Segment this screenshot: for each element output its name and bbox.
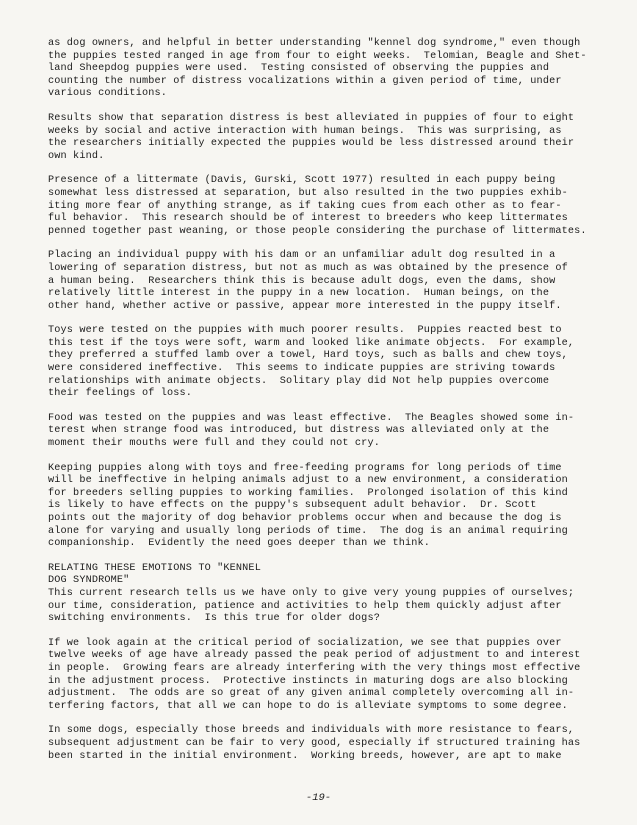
text-line: iting more fear of anything strange, as if taking cues from each other as to fear-: [48, 200, 562, 212]
heading-line: RELATING THESE EMOTIONS TO "KENNEL: [48, 562, 261, 574]
text-line: a human being. Researchers think this is because adult dogs, even the dams, show: [48, 275, 556, 287]
text-line: in the adjustment process. Protective instincts in maturing dogs are also blocking: [48, 675, 568, 687]
text-line: relatively little interest in the puppy in a new location. Human beings, on the: [48, 288, 550, 300]
text-line: subsequent adjustment can be fair to very good, especially if structured training has: [48, 737, 581, 749]
text-line: lowering of separation distress, but not as much as was obtained by the presence of: [48, 262, 568, 274]
text-line: switching environments. Is this true for older dogs?: [48, 613, 380, 625]
paragraph: [48, 175, 607, 238]
text-line: the puppies tested ranged in age from four to eight weeks. Telomian, Beagle and Shet-: [48, 50, 587, 62]
text-line: Food was tested on the puppies and was least effective. The Beagles showed some in-: [48, 412, 575, 424]
text-line: our time, consideration, patience and activities to help them quickly adjust after: [48, 600, 562, 612]
text-line: relationships with animate objects. Solitary play did Not help puppies overcome: [48, 375, 550, 387]
text-line: companionship. Evidently the need goes deeper than we think.: [48, 538, 431, 550]
section-heading: [48, 563, 607, 588]
text-line: other hand, whether active or passive, appear more interested in the puppy itself.: [48, 300, 562, 312]
text-line: is likely to have effects on the puppy's subsequent adult behavior. Dr. Scott: [48, 500, 537, 512]
paragraph: [48, 413, 607, 451]
paragraph: [48, 250, 607, 313]
text-line: been started in the initial environment. Working breeds, however, are apt to make: [48, 750, 562, 762]
text-line: terfering factors, that all we can hope to do is alleviate symptoms to some degree.: [48, 700, 568, 712]
text-line: alone for varying and usually long periods of time. The dog is an animal requiring: [48, 525, 568, 537]
paragraph: [48, 325, 607, 401]
text-line: somewhat less distressed at separation, but also resulted in the two puppies exhib-: [48, 187, 568, 199]
paragraph: [48, 588, 607, 626]
paragraph: [48, 638, 607, 714]
text-line: counting the number of distress vocalizations within a given period of time, under: [48, 75, 562, 87]
text-line: points out the majority of dog behavior problems occur when and because the dog is: [48, 513, 562, 524]
text-line: for breeders selling puppies to working families. Prolonged isolation of this kind: [48, 487, 568, 499]
text-line: Toys were tested on the puppies with much poorer results. Puppies reacted best to: [48, 325, 562, 337]
text-line: Keeping puppies along with toys and free-feeding programs for long periods of time: [48, 462, 562, 474]
text-line: various conditions.: [48, 88, 168, 100]
text-line: will be ineffective in helping animals adjust to a new environment, a consideration: [48, 475, 568, 487]
text-line: Results show that separation distress is best alleviated in puppies of four to eight: [48, 112, 575, 124]
text-line: their feelings of loss.: [48, 388, 193, 400]
text-line: this test if the toys were soft, warm and looked like animate objects. For example,: [48, 337, 575, 349]
paragraph: [48, 463, 607, 551]
text-line: were considered ineffective. This seems to indicate puppies are striving towards: [48, 363, 556, 375]
text-line: adjustment. The odds are so great of any given animal completely overcoming all in-: [48, 688, 575, 700]
paragraph: [48, 38, 607, 101]
text-line: in people. Growing fears are already interfering with the very things most effective: [48, 662, 581, 674]
text-line: If we look again at the critical period of socialization, we see that puppies over: [48, 637, 562, 649]
text-line: Presence of a littermate (Davis, Gurski, Scott 1977) resulted in each puppy being: [48, 175, 556, 187]
text-line: Placing an individual puppy with his dam or an unfamiliar adult dog resulted in a: [48, 250, 556, 262]
text-line: terest when strange food was introduced, but distress was alleviated only at the: [48, 425, 550, 437]
page-number: -19-: [305, 792, 332, 804]
text-line: as dog owners, and helpful in better understanding "kennel dog syndrome," even though: [48, 38, 581, 49]
text-line: twelve weeks of age have already passed the peak period of adjustment to and interest: [48, 650, 581, 662]
text-line: penned together past weaning, or those people considering the purchase of littermates.: [48, 225, 587, 237]
paragraph: [48, 113, 607, 163]
heading-line: DOG SYNDROME": [48, 575, 130, 587]
text-line: the researchers initially expected the puppies would be less distressed around their: [48, 138, 575, 150]
text-line: In some dogs, especially those breeds and individuals with more resistance to fears,: [48, 725, 575, 737]
text-line: land Sheepdog puppies were used. Testing consisted of observing the puppies and: [48, 63, 550, 75]
text-line: This current research tells us we have only to give very young puppies of ourselves;: [48, 587, 575, 599]
text-line: own kind.: [48, 150, 105, 162]
text-line: they preferred a stuffed lamb over a towel, Hard toys, such as balls and chew toys,: [48, 350, 568, 362]
text-line: ful behavior. This research should be of interest to breeders who keep littermates: [48, 213, 568, 225]
text-line: moment their mouths were full and they could not cry.: [48, 438, 380, 450]
paragraph: [48, 725, 607, 763]
text-line: weeks by social and active interaction with human beings. This was surprising, as: [48, 125, 562, 137]
